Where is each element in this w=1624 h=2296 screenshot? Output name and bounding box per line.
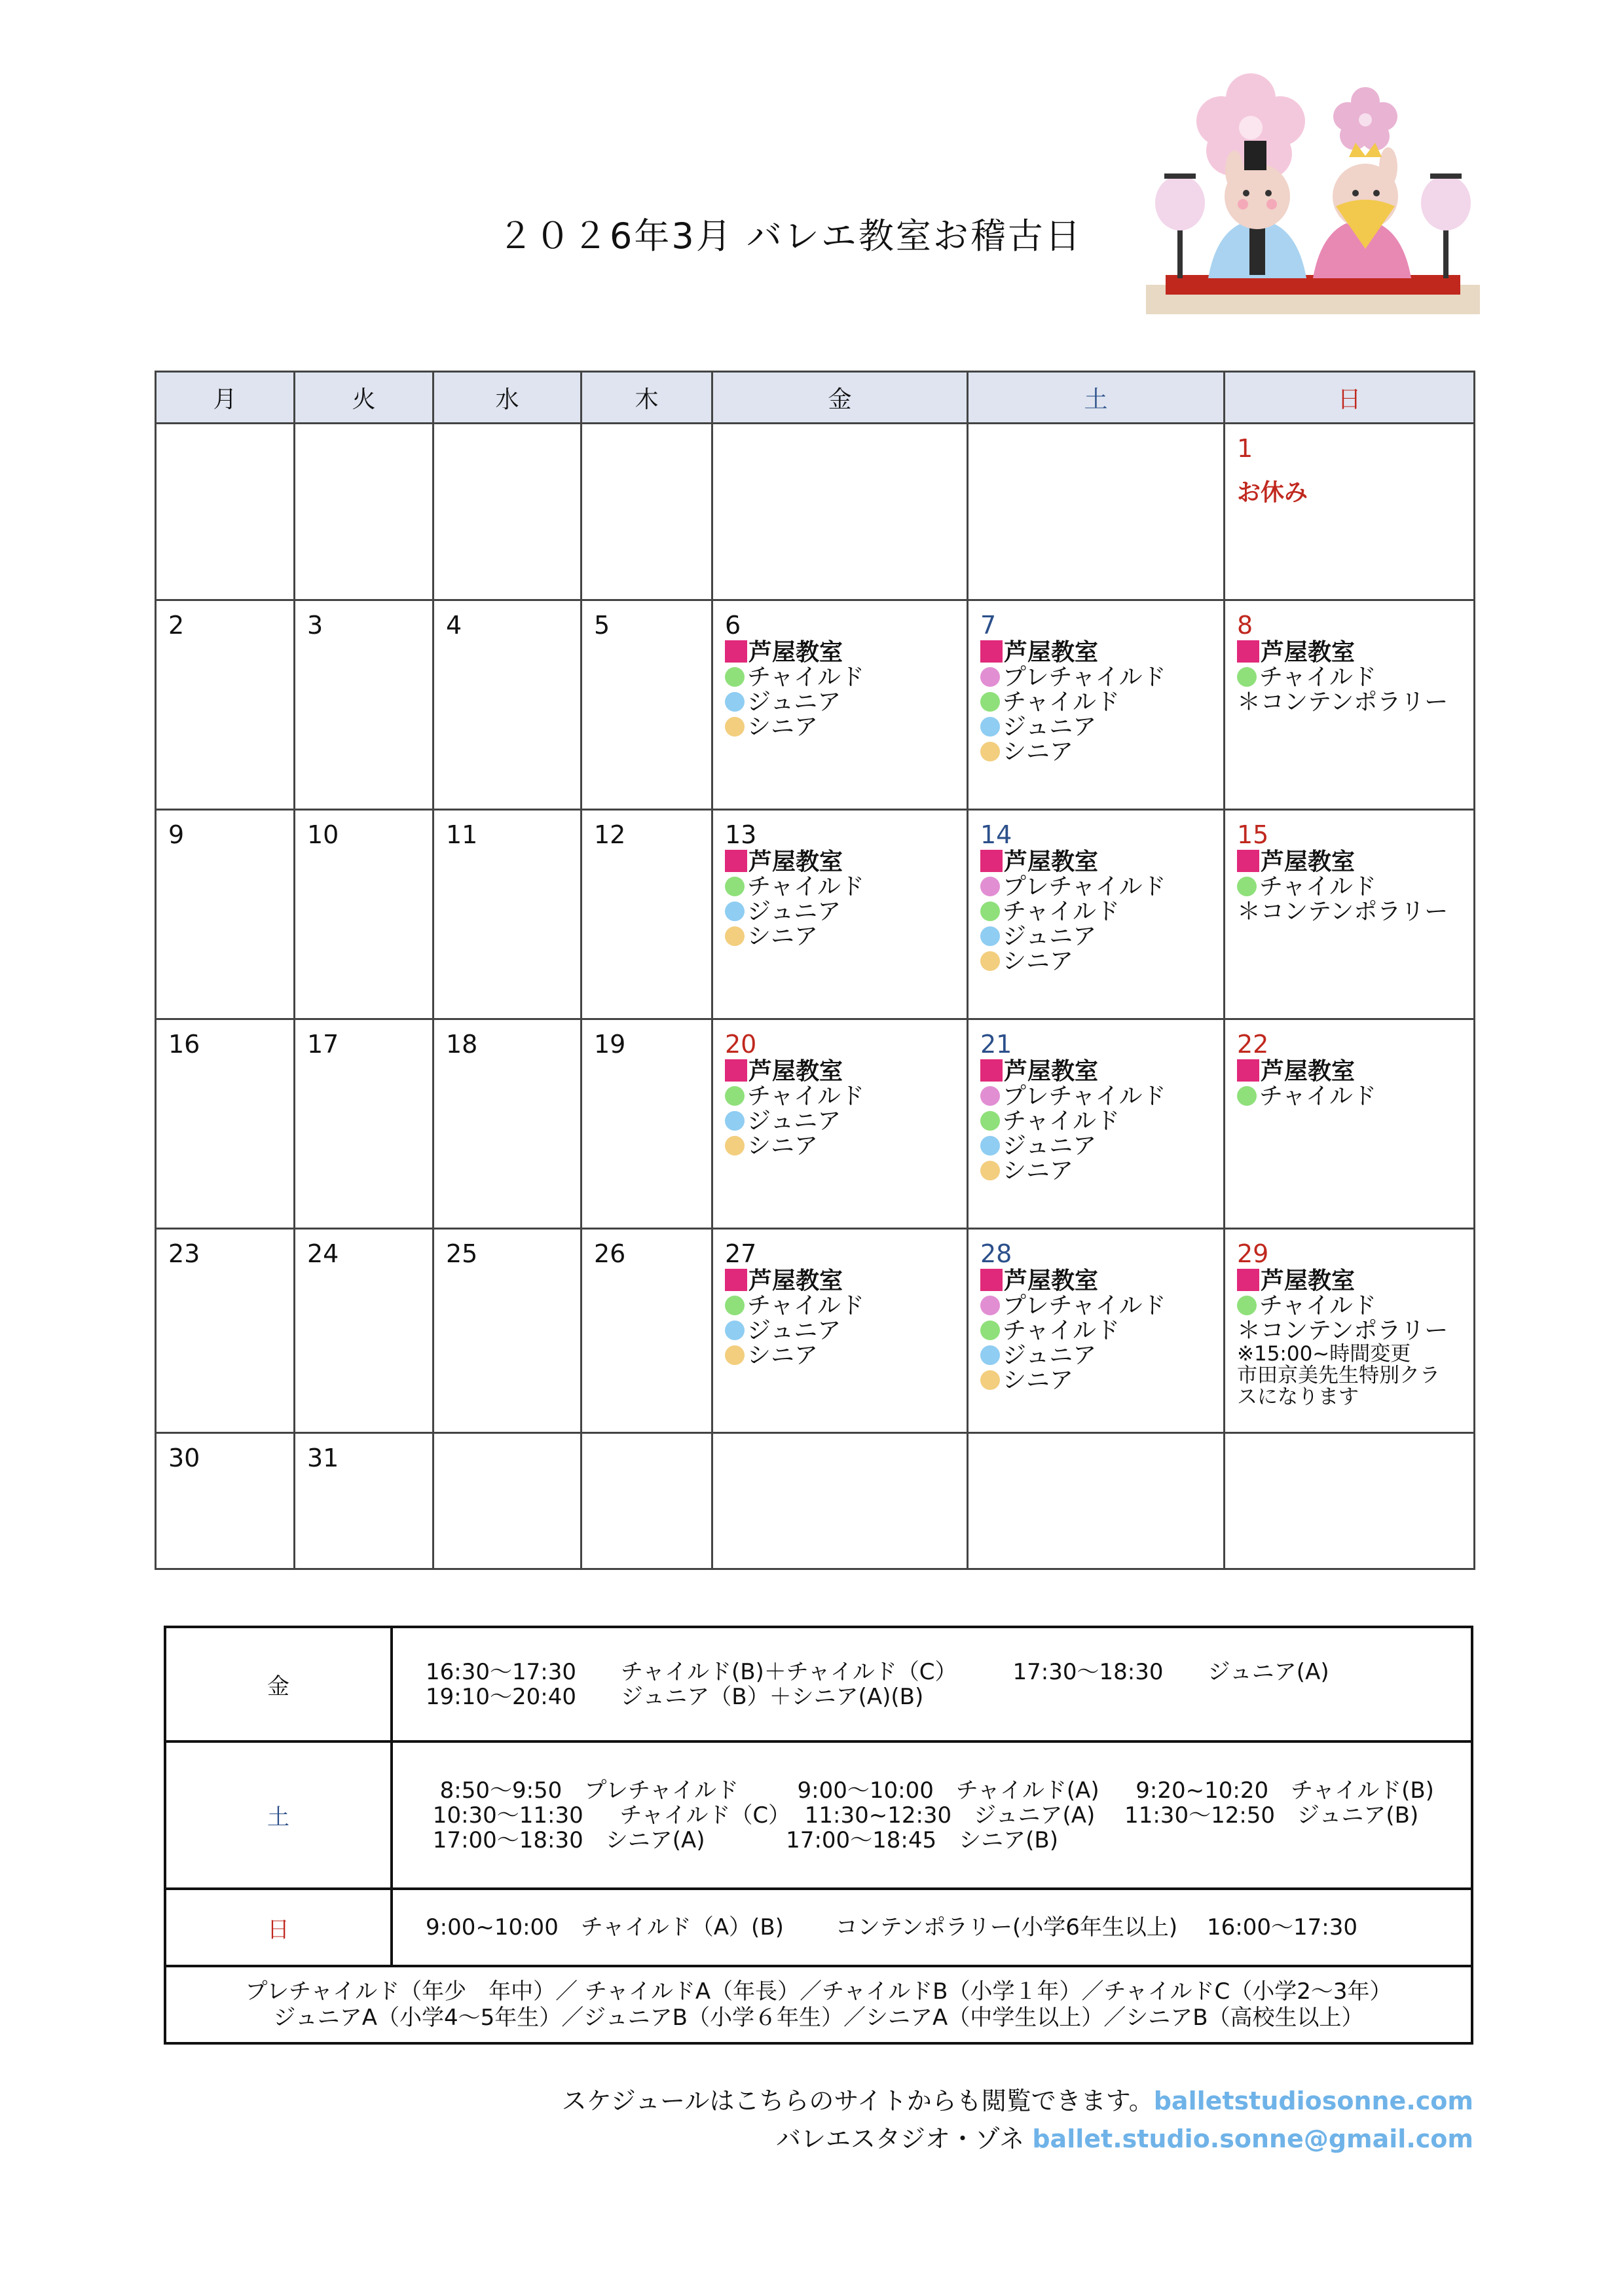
ohina-doll <box>1313 143 1411 278</box>
purple-dot-icon <box>980 667 1000 687</box>
ashiya-class: 芦屋教室 <box>1237 1059 1462 1084</box>
yellow-dot-icon <box>980 1370 1000 1390</box>
day-cell <box>295 810 434 1019</box>
day-cell <box>581 1229 712 1433</box>
green-dot-icon <box>980 1321 1000 1340</box>
green-dot-icon <box>725 1296 745 1315</box>
day-number: 12 <box>594 820 626 849</box>
ashiya-class: 芦屋教室 <box>1237 640 1462 665</box>
weekday-mon: 月 <box>156 372 295 424</box>
child-class: チャイルド <box>980 900 1211 924</box>
ashiya-class: 芦屋教室 <box>980 640 1211 665</box>
ashiya-class: 芦屋教室 <box>1237 1269 1462 1294</box>
green-dot-icon <box>1237 667 1257 687</box>
senior-class: シニア <box>725 924 955 949</box>
schedule-day-fri: 金 <box>165 1627 392 1741</box>
empty-cell <box>581 424 712 600</box>
plum-blossom-small <box>1333 87 1397 151</box>
day-cell <box>581 600 712 810</box>
junior-class: ジュニア <box>725 1319 955 1343</box>
day-number: 18 <box>446 1030 478 1059</box>
day-number: 29 <box>1237 1239 1269 1268</box>
yellow-dot-icon <box>725 1136 745 1156</box>
schedule-row-saturday <box>165 1741 1472 1889</box>
day-number: 19 <box>594 1030 626 1059</box>
legend-line: プレチャイルド（年少 年中）／ チャイルドA（年長）／チャイルドB（小学１年）／チャイルドC（小学2〜3年） <box>245 1978 1392 2005</box>
senior-class: シニア <box>980 949 1211 974</box>
pink-square-icon <box>980 850 1003 872</box>
blue-dot-icon <box>980 1136 1000 1156</box>
class-schedule-table <box>164 1626 1473 2045</box>
pink-square-icon <box>725 1059 747 1082</box>
week-row <box>156 1019 1475 1229</box>
purple-dot-icon <box>980 877 1000 896</box>
day-cell <box>1225 424 1475 600</box>
special-note-line: ※15:00~時間変更 <box>1237 1342 1411 1366</box>
yellow-dot-icon <box>725 1345 745 1365</box>
schedule-times-fri: 16:30〜17:30 チャイルド(B)＋チャイルド（C） 17:30〜18:30 ジュニア(A) 19:10〜20:40 ジュニア（B）＋シニア(A)(B) <box>392 1627 1472 1741</box>
weekday-tue: 火 <box>295 372 434 424</box>
contemporary-class: ＊コンテンポラリー <box>1237 898 1449 925</box>
week-row <box>156 1229 1475 1433</box>
junior-class: ジュニア <box>725 1109 955 1134</box>
day-cell <box>156 1019 295 1229</box>
green-dot-icon <box>725 877 745 896</box>
pink-square-icon <box>1237 1269 1259 1291</box>
day-cell <box>434 600 581 810</box>
day-number: 13 <box>725 820 757 849</box>
schedule-day-sat: 土 <box>165 1741 392 1889</box>
ashiya-class: 芦屋教室 <box>1237 850 1462 875</box>
child-class: チャイルド <box>1237 875 1462 900</box>
lantern-left-icon <box>1155 173 1205 278</box>
ashiya-class: 芦屋教室 <box>725 850 955 875</box>
blue-dot-icon <box>980 1345 1000 1365</box>
weekday-wed: 水 <box>434 372 581 424</box>
day-number: 21 <box>980 1030 1012 1059</box>
page-title: ２０２6年3月 バレエ教室お稽古日 <box>498 215 1082 257</box>
empty-cell <box>1225 1433 1475 1569</box>
day-cell <box>581 810 712 1019</box>
purple-dot-icon <box>980 1296 1000 1315</box>
pink-square-icon <box>725 850 747 872</box>
day-cell <box>1225 600 1475 810</box>
senior-class: シニア <box>980 740 1211 765</box>
blue-dot-icon <box>725 1111 745 1131</box>
day-number: 20 <box>725 1030 757 1059</box>
day-cell <box>968 1229 1225 1433</box>
day-cell <box>295 1019 434 1229</box>
day-number: 15 <box>1237 820 1269 849</box>
day-number: 7 <box>980 611 997 640</box>
yellow-dot-icon <box>725 926 745 946</box>
day-cell <box>434 810 581 1019</box>
junior-class: ジュニア <box>980 1343 1211 1368</box>
day-cell <box>712 1019 968 1229</box>
day-number: 9 <box>168 820 185 849</box>
empty-cell <box>434 424 581 600</box>
child-class: チャイルド <box>725 1084 955 1109</box>
child-class: チャイルド <box>725 875 955 900</box>
schedule-times-sat: 8:50〜9:50 プレチャイルド 9:00〜10:00 チャイルド(A) 9:20~10:20 チャイルド(B) 10:30〜11:30 チャイルド（C） 11:30~12:30 ジュニア(A) 11:30〜12:50 ジュニア(B) 17:00〜18:30 シニア(A) 17:00〜18:45 シニア(B) <box>392 1741 1472 1889</box>
day-cell <box>581 1019 712 1229</box>
ashiya-class: 芦屋教室 <box>725 640 955 665</box>
blue-dot-icon <box>725 902 745 921</box>
studio-name: バレエスタジオ・ゾネ <box>776 2124 1025 2153</box>
weekday-sun: 日 <box>1225 372 1475 424</box>
day-number: 6 <box>725 611 741 640</box>
day-number: 14 <box>980 820 1012 849</box>
day-number: 17 <box>307 1030 339 1059</box>
prechild-class: プレチャイルド <box>980 875 1211 900</box>
email-link[interactable]: ballet.studio.sonne@gmail.com <box>1032 2124 1473 2153</box>
child-class: チャイルド <box>725 1294 955 1319</box>
child-class: チャイルド <box>980 1109 1211 1134</box>
yellow-dot-icon <box>980 1161 1000 1180</box>
weekday-header-row <box>156 372 1475 424</box>
week-row <box>156 600 1475 810</box>
green-dot-icon <box>1237 1086 1257 1106</box>
day-number: 11 <box>446 820 478 849</box>
day-number: 10 <box>307 820 339 849</box>
day-cell <box>434 1229 581 1433</box>
day-number: 25 <box>446 1239 478 1268</box>
day-number: 27 <box>725 1239 757 1268</box>
purple-dot-icon <box>980 1086 1000 1106</box>
pink-square-icon <box>980 1059 1003 1082</box>
junior-class: ジュニア <box>980 715 1211 740</box>
blue-dot-icon <box>725 1321 745 1340</box>
week-row <box>156 1433 1475 1569</box>
day-number: 8 <box>1237 611 1253 640</box>
day-cell <box>712 810 968 1019</box>
day-number: 23 <box>168 1239 200 1268</box>
weekday-thu: 木 <box>581 372 712 424</box>
ashiya-class: 芦屋教室 <box>980 850 1211 875</box>
child-class: チャイルド <box>1237 665 1462 690</box>
yellow-dot-icon <box>980 951 1000 971</box>
green-dot-icon <box>1237 877 1257 896</box>
ashiya-class: 芦屋教室 <box>980 1269 1211 1294</box>
empty-cell <box>434 1433 581 1569</box>
prechild-class: プレチャイルド <box>980 665 1211 690</box>
week-row <box>156 424 1475 600</box>
empty-cell <box>968 1433 1225 1569</box>
schedule-day-sun: 日 <box>165 1889 392 1966</box>
green-dot-icon <box>725 667 745 687</box>
contemporary-class: ＊コンテンポラリー <box>1237 1317 1449 1344</box>
junior-class: ジュニア <box>980 1134 1211 1159</box>
day-number: 22 <box>1237 1030 1269 1059</box>
lantern-right-icon <box>1421 173 1471 278</box>
senior-class: シニア <box>980 1159 1211 1184</box>
day-cell <box>968 810 1225 1019</box>
schedule-row-legend <box>165 1966 1472 2043</box>
special-note-line: スになります <box>1237 1385 1359 1409</box>
pink-square-icon <box>1237 640 1259 663</box>
empty-cell <box>712 424 968 600</box>
child-class: チャイルド <box>980 690 1211 715</box>
child-class: チャイルド <box>1237 1084 1462 1109</box>
blue-dot-icon <box>980 926 1000 946</box>
day-number: 28 <box>980 1239 1012 1268</box>
day-number: 1 <box>1237 434 1253 463</box>
empty-cell <box>581 1433 712 1569</box>
day-cell <box>1225 1019 1475 1229</box>
ashiya-class: 芦屋教室 <box>725 1269 955 1294</box>
empty-cell <box>156 424 295 600</box>
day-cell <box>295 1433 434 1569</box>
day-cell <box>295 600 434 810</box>
week-row <box>156 810 1475 1019</box>
legend-line: ジュニアA（小学4〜5年生）／ジュニアB（小学６年生）／シニアA（中学生以上）／シニアB（高校生以上） <box>273 2005 1364 2031</box>
day-cell <box>156 810 295 1019</box>
day-cell <box>968 600 1225 810</box>
day-cell <box>434 1019 581 1229</box>
child-class: チャイルド <box>725 665 955 690</box>
yellow-dot-icon <box>725 717 745 737</box>
junior-class: ジュニア <box>725 900 955 924</box>
class-legend <box>165 1966 1472 2043</box>
blue-dot-icon <box>725 692 745 712</box>
hina-dolls-illustration <box>1139 59 1486 340</box>
senior-class: シニア <box>725 715 955 740</box>
green-dot-icon <box>980 1111 1000 1131</box>
prechild-class: プレチャイルド <box>980 1294 1211 1319</box>
yellow-dot-icon <box>980 742 1000 761</box>
junior-class: ジュニア <box>725 690 955 715</box>
day-cell <box>156 600 295 810</box>
senior-class: シニア <box>725 1134 955 1159</box>
weekday-fri: 金 <box>712 372 968 424</box>
day-cell <box>1225 1229 1475 1433</box>
footer-email-line <box>776 2119 1473 2155</box>
green-dot-icon <box>1237 1296 1257 1315</box>
pink-square-icon <box>980 640 1003 663</box>
day-cell <box>295 1229 434 1433</box>
footer-website-line <box>562 2081 1473 2117</box>
footer-website-text: スケジュールはこちらのサイトからも閲覧できます。 <box>561 2086 1154 2115</box>
pink-square-icon <box>1237 1059 1259 1082</box>
website-link[interactable]: balletstudiosonne.com <box>1153 2086 1473 2115</box>
green-dot-icon <box>725 1086 745 1106</box>
empty-cell <box>712 1433 968 1569</box>
day-number: 26 <box>594 1239 626 1268</box>
day-cell <box>968 1019 1225 1229</box>
day-cell <box>1225 810 1475 1019</box>
day-cell <box>712 1229 968 1433</box>
blue-dot-icon <box>980 717 1000 737</box>
day-number: 31 <box>307 1444 339 1472</box>
day-number: 5 <box>594 611 610 640</box>
junior-class: ジュニア <box>980 924 1211 949</box>
calendar-table <box>155 371 1475 1570</box>
pink-square-icon <box>980 1269 1003 1291</box>
senior-class: シニア <box>725 1343 955 1368</box>
schedule-row-friday <box>165 1627 1472 1741</box>
empty-cell <box>968 424 1225 600</box>
pink-square-icon <box>725 1269 747 1291</box>
pink-square-icon <box>725 640 747 663</box>
day-number: 3 <box>307 611 323 640</box>
day-number: 24 <box>307 1239 339 1268</box>
day-number: 4 <box>446 611 462 640</box>
schedule-row-sunday <box>165 1889 1472 1966</box>
day-number: 30 <box>168 1444 200 1472</box>
ashiya-class: 芦屋教室 <box>725 1059 955 1084</box>
day-cell <box>156 1433 295 1569</box>
day-number: 2 <box>168 611 185 640</box>
day-cell <box>156 1229 295 1433</box>
empty-cell <box>295 424 434 600</box>
day-number: 16 <box>168 1030 200 1059</box>
day-cell <box>712 600 968 810</box>
ashiya-class: 芦屋教室 <box>980 1059 1211 1084</box>
closed-label: お休み <box>1237 479 1308 506</box>
special-note-line: 市田京美先生特別クラ <box>1237 1364 1440 1387</box>
contemporary-class: ＊コンテンポラリー <box>1237 689 1449 716</box>
green-dot-icon <box>980 902 1000 921</box>
schedule-times-sun: 9:00~10:00 チャイルド（A）(B) コンテンポラリー(小学6年生以上) 16:00〜17:30 <box>392 1889 1472 1966</box>
prechild-class: プレチャイルド <box>980 1084 1211 1109</box>
weekday-sat: 土 <box>968 372 1225 424</box>
child-class: チャイルド <box>1237 1294 1462 1319</box>
child-class: チャイルド <box>980 1319 1211 1343</box>
green-dot-icon <box>980 692 1000 712</box>
pink-square-icon <box>1237 850 1259 872</box>
senior-class: シニア <box>980 1368 1211 1393</box>
